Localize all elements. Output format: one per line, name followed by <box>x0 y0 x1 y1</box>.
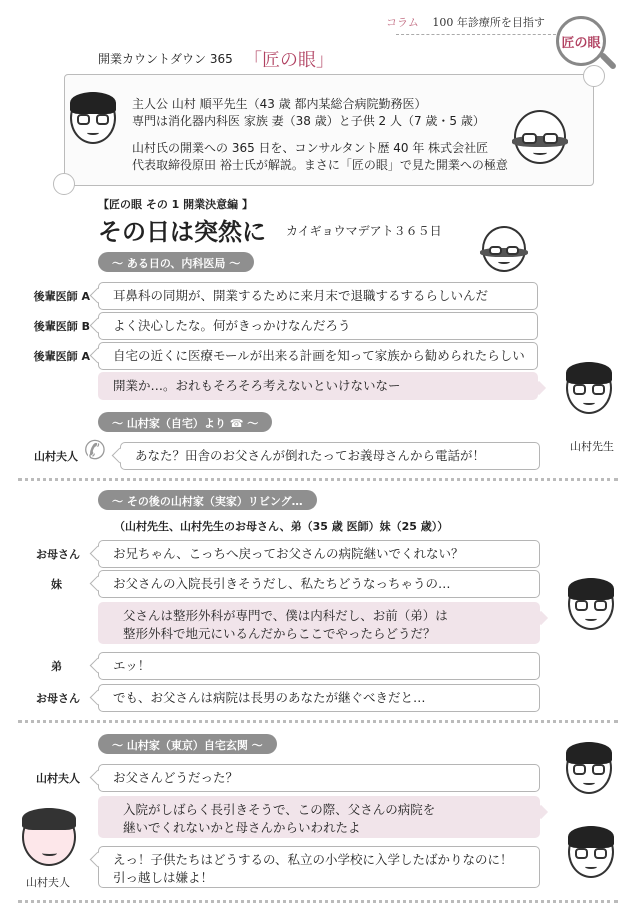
yamamura-wife-angry-icon <box>22 808 76 866</box>
speech-bubble: エッ！ <box>98 652 540 680</box>
yamamura-pointing-icon <box>568 578 614 630</box>
speaker-label: 後輩医師 B <box>33 320 90 333</box>
series-title: 「匠の眼」 <box>244 50 334 71</box>
scene-label-1: ～ ある日の、内科医局 ～ <box>98 252 254 272</box>
speech-bubble: 耳鼻科の同期が、開業するために来月末で退職するするらしいんだ <box>98 282 538 310</box>
scene-label-2-before: ～ 山村家（自宅）より <box>112 417 226 430</box>
scene-note: （山村先生、山村先生のお母さん、弟（35 歳 医師）妹（25 歳）） <box>114 520 449 533</box>
thought-line-2: 継いでくれないかと母さんからいわれたよ <box>123 820 361 835</box>
column-subtitle: 100 年診療所を目指す <box>432 16 545 29</box>
speaker-label: 山村夫人 <box>34 450 78 463</box>
scene-label-3: ～ その後の山村家（実家）リビング… <box>98 490 317 510</box>
speaker-label: お母さん <box>36 548 80 561</box>
thought-line-1: 入院がしばらく長引きそうで、この際、父さんの病院を <box>123 802 436 817</box>
speaker-label: 後輩医師 A <box>33 350 90 363</box>
speech-bubble <box>98 846 540 888</box>
consultant-face-icon <box>482 226 526 272</box>
yamamura-portrait-icon <box>70 92 116 144</box>
yamamura-caption: 山村先生 <box>570 440 614 453</box>
speaker-label: 妹 <box>51 578 62 591</box>
logo-text: 匠の眼 <box>561 35 601 51</box>
section-divider <box>18 478 618 481</box>
section-divider <box>18 900 618 903</box>
speaker-label: 弟 <box>51 660 62 673</box>
intro-line-3: 山村氏の開業への 365 日を、コンサルタント歴 40 年 株式会社匠 <box>132 141 489 155</box>
scene-label-2-after: ～ <box>247 417 259 430</box>
thought-line-2: 整形外科で地元にいるんだからここでやったらどうだ？ <box>123 626 436 641</box>
speech-bubble: でも、お父さんは病院は長男のあなたが継ぐべきだと… <box>98 684 540 712</box>
series-name: 開業カウントダウン 365 <box>98 52 233 66</box>
yamamura-worried-icon <box>566 362 612 414</box>
intro-line-1: 主人公 山村 順平先生（43 歳 都内某総合病院勤務医） <box>132 97 427 111</box>
column-header <box>386 14 545 30</box>
speech-bubble: あなた？田舎のお父さんが倒れたってお義母さんから電話が！ <box>120 442 540 470</box>
countdown-text: カイギョウマデアト３６５日 <box>286 224 442 238</box>
speech-bubble: お父さんの入院長引きそうだし、私たちどうなっちゃうの… <box>98 570 540 598</box>
reply-line-2: 引っ越しは嫌よ！ <box>113 870 214 885</box>
episode-tag: 【匠の眼 その 1 開業決意編 】 <box>98 198 253 211</box>
thought-line-1: 父さんは整形外科が専門で、僕は内科だし、お前（弟）は <box>123 608 448 623</box>
speech-bubble: 自宅の近くに医療モールが出来る計画を知って家族から勧められたらしい <box>98 342 538 370</box>
speaker-label: 後輩医師 A <box>33 290 90 303</box>
speech-bubble: お兄ちゃん、こっちへ戻ってお父さんの病院継いでくれない？ <box>98 540 540 568</box>
reply-line-1: えっ！子供たちはどうするの、私立の小学校に入学したばかりなのに！ <box>113 852 513 867</box>
intro-line-4: 代表取締役原田 裕士氏が解説。まさに「匠の眼」で見た開業への極意 <box>132 158 508 172</box>
wife-caption: 山村夫人 <box>26 876 70 889</box>
yamamura-sweating-icon <box>568 826 614 878</box>
scene-label-2 <box>98 412 272 432</box>
takumi-logo <box>556 16 606 66</box>
speech-bubble: お父さんどうだった？ <box>98 764 540 792</box>
speaker-label: 山村夫人 <box>36 772 80 785</box>
scene-label-4: ～ 山村家（東京）自宅玄関 ～ <box>98 734 277 754</box>
speech-bubble: よく決心したな。何がきっかけなんだろう <box>98 312 538 340</box>
intro-line-2: 専門は消化器内科医 家族 妻（38 歳）と子供 2 人（7 歳・5 歳） <box>132 114 485 128</box>
phone-handset-icon: ✆ <box>84 436 106 466</box>
section-divider <box>18 720 618 723</box>
harada-portrait-icon <box>514 110 566 164</box>
column-label: コラム <box>386 16 419 29</box>
thought-bubble <box>98 602 540 644</box>
episode-title: その日は突然に <box>98 218 266 246</box>
yamamura-standing-icon <box>566 742 612 794</box>
thought-bubble: 開業か…。おれもそろそろ考えないといけないなー <box>98 372 538 400</box>
phone-icon: ☎ <box>229 417 244 430</box>
thought-bubble <box>98 796 540 838</box>
speaker-label: お母さん <box>36 692 80 705</box>
header-divider <box>396 34 556 35</box>
